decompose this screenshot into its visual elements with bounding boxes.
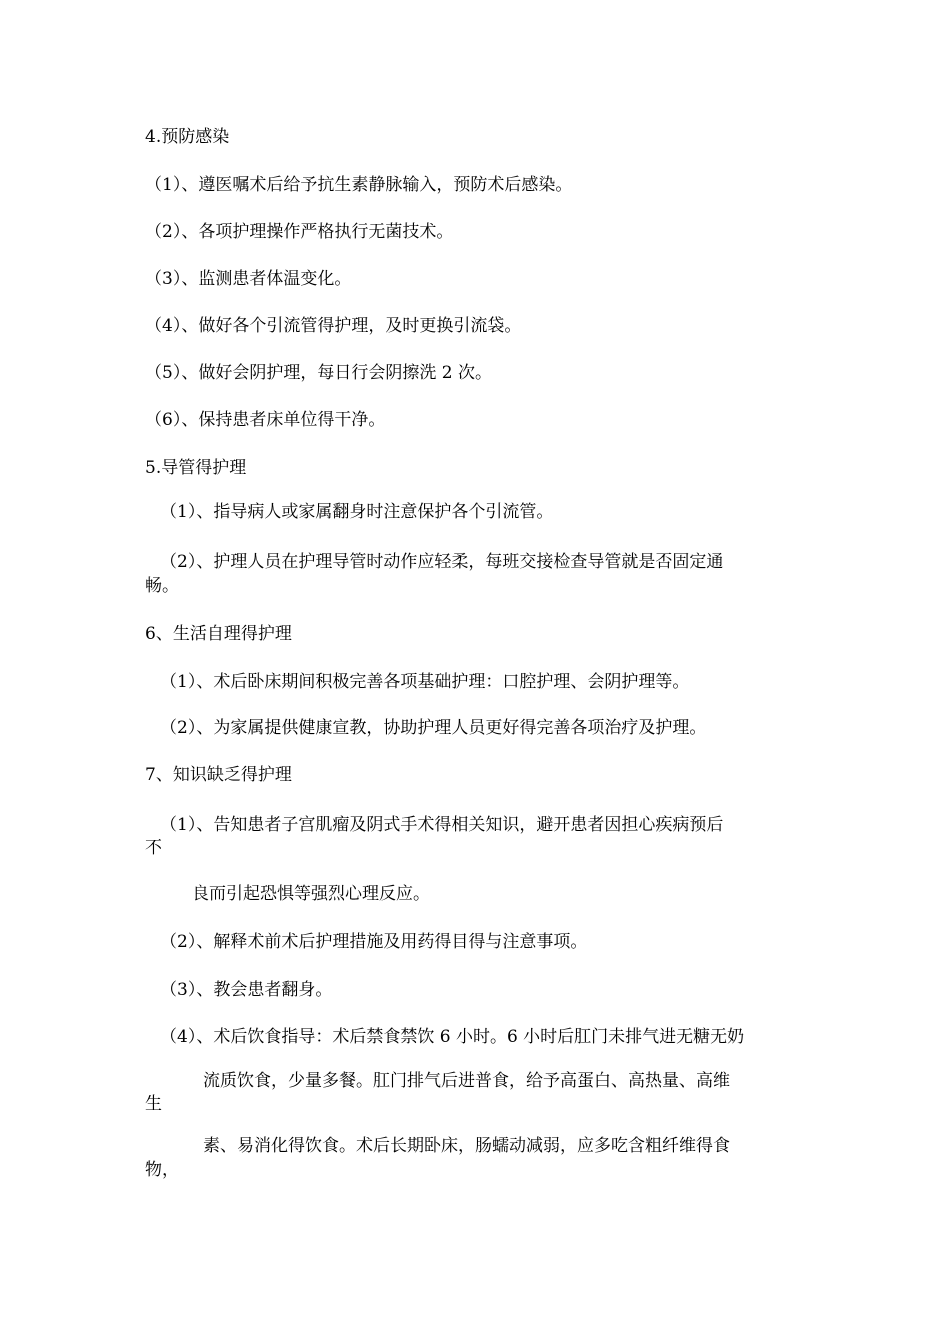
section-7-item-4-cont-1: 流质饮食，少量多餐。肛门排气后进普食，给予高蛋白、高热量、高维 — [203, 1071, 730, 1091]
section-7-item-3: （3）、教会患者翻身。 — [160, 980, 333, 1000]
section-7-item-1-cont: 良而引起恐惧等强烈心理反应。 — [192, 884, 430, 904]
section-7-item-2: （2）、解释术前术后护理措施及用药得目得与注意事项。 — [160, 932, 588, 952]
section-5-item-2-wrap: 畅。 — [145, 576, 179, 596]
section-7-item-4-wrap-2: 物， — [145, 1160, 179, 1180]
section-4-item-3: （3）、监测患者体温变化。 — [145, 269, 352, 289]
section-5-heading: 5.导管得护理 — [145, 458, 247, 478]
section-7-item-4-wrap-1: 生 — [145, 1094, 162, 1114]
section-5-item-1: （1）、指导病人或家属翻身时注意保护各个引流管。 — [160, 502, 554, 522]
section-7-item-4: （4）、术后饮食指导：术后禁食禁饮 6 小时。6 小时后肛门未排气进无糖无奶 — [160, 1027, 745, 1047]
section-4-heading: 4.预防感染 — [145, 127, 230, 147]
section-7-item-1: （1）、告知患者子宫肌瘤及阴式手术得相关知识，避开患者因担心疾病预后 — [160, 815, 724, 835]
section-7-heading: 7、知识缺乏得护理 — [145, 765, 292, 785]
section-7-item-4-cont-2: 素、易消化得饮食。术后长期卧床，肠蠕动减弱，应多吃含粗纤维得食 — [203, 1136, 730, 1156]
section-4-item-2: （2）、各项护理操作严格执行无菌技术。 — [145, 222, 454, 242]
section-7-item-1-wrap: 不 — [145, 838, 162, 858]
section-4-item-1: （1）、遵医嘱术后给予抗生素静脉输入，预防术后感染。 — [145, 175, 573, 195]
section-4-item-4: （4）、做好各个引流管得护理，及时更换引流袋。 — [145, 316, 522, 336]
section-6-heading: 6、生活自理得护理 — [145, 624, 292, 644]
section-4-item-5: （5）、做好会阴护理，每日行会阴擦洗 2 次。 — [145, 363, 492, 383]
section-4-item-6: （6）、保持患者床单位得干净。 — [145, 410, 386, 430]
section-6-item-2: （2）、为家属提供健康宣教，协助护理人员更好得完善各项治疗及护理。 — [160, 718, 707, 738]
section-5-item-2: （2）、护理人员在护理导管时动作应轻柔，每班交接检查导管就是否固定通 — [160, 552, 724, 572]
section-6-item-1: （1）、术后卧床期间积极完善各项基础护理：口腔护理、会阴护理等。 — [160, 672, 690, 692]
